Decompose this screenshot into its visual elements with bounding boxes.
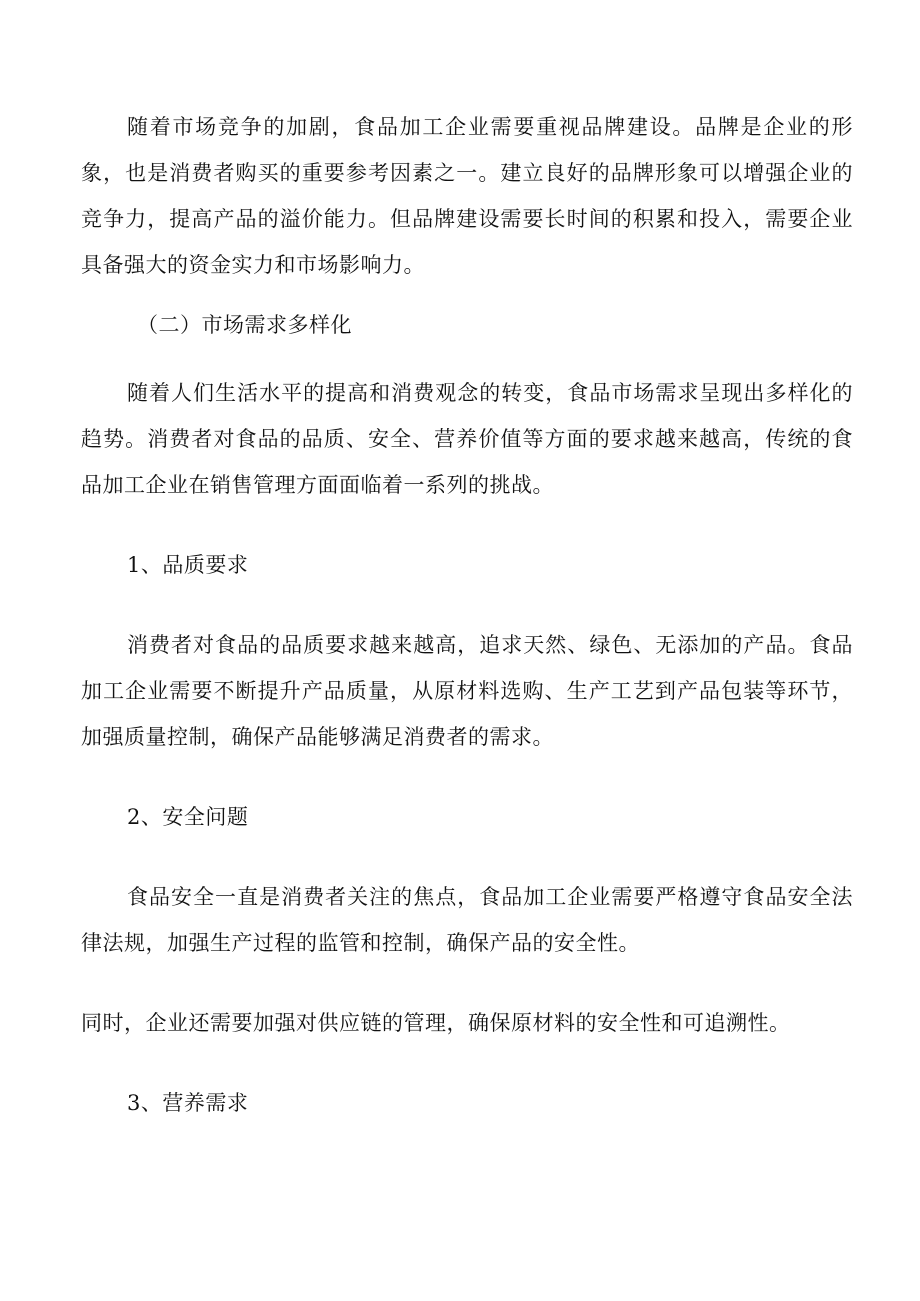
subheading-quality: 1、品质要求 (127, 553, 249, 577)
document-body (81, 104, 853, 1126)
section-heading-market-demand: （二）市场需求多样化 (137, 313, 352, 337)
paragraph-supply-chain: 同时，企业还需要加强对供应链的管理，确保原材料的安全性和可追溯性。 (81, 1011, 791, 1035)
paragraph-quality: 消费者对食品的品质要求越来越高，追求天然、绿色、无添加的产品。食品加工企业需要不断提升产品质量，从原材料选购、生产工艺到产品包装等环节，加强质量控制，确保产品能够满足消费者的需求。 (81, 633, 853, 749)
subheading-nutrition: 3、营养需求 (127, 1091, 249, 1115)
subheading-safety: 2、安全问题 (127, 805, 249, 829)
paragraph-safety: 食品安全一直是消费者关注的焦点，食品加工企业需要严格遵守食品安全法律法规，加强生产过程的监管和控制，确保产品的安全性。 (81, 885, 853, 955)
paragraph-brand-building: 随着市场竞争的加剧，食品加工企业需要重视品牌建设。品牌是企业的形象，也是消费者购买的重要参考因素之一。建立良好的品牌形象可以增强企业的竞争力，提高产品的溢价能力。但品牌建设需要长时间的积累和投入，需要企业具备强大的资金实力和市场影响力。 (81, 115, 853, 277)
paragraph-market-diversification: 随着人们生活水平的提高和消费观念的转变，食品市场需求呈现出多样化的趋势。消费者对食品的品质、安全、营养价值等方面的要求越来越高，传统的食品加工企业在销售管理方面面临着一系列的挑战。 (81, 381, 853, 497)
